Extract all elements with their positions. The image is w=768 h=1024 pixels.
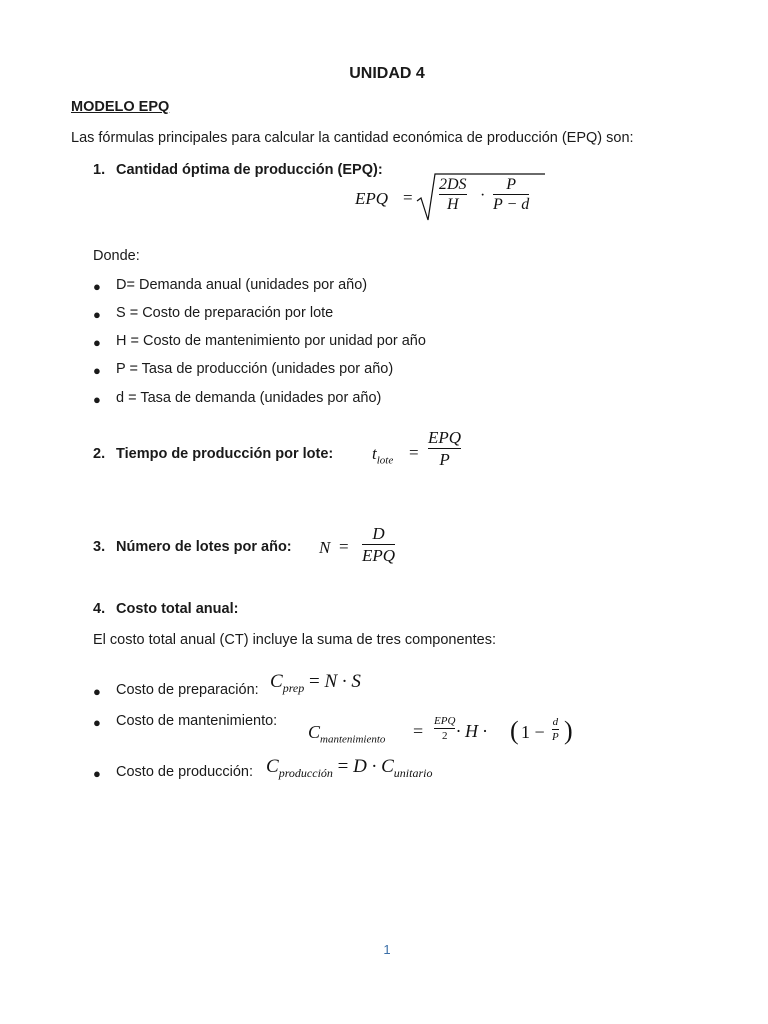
total-cost-intro: El costo total anual (CT) incluye la suma de tres componentes: [93,632,496,648]
section-heading: MODELO EPQ [71,99,170,115]
n-lhs: N [319,538,331,557]
t-lote-fraction [428,428,461,469]
epq-fraction-1 [439,176,467,215]
page-number: 1 [383,942,391,957]
donde-label: Donde: [93,248,140,264]
epq-den-1: H [439,194,467,214]
variable-item: d = Tasa de demanda (unidades por año) [116,390,382,406]
dot-operator: · [480,187,486,204]
c-mant-fraction-2: $\frac{d}{P}$ [552,716,559,743]
t-lote-lhs: $t_{lote}$ [372,444,394,467]
bullet-icon: ● [93,363,101,378]
epq-den-2: P − d [493,196,530,214]
epq-num-1: 2DS [439,176,467,193]
n-den: EPQ [362,545,396,565]
item-4-label: Costo total anual: [116,601,239,617]
bullet-icon: ● [93,307,101,322]
item-1-label: Cantidad óptima de producción (EPQ): [116,162,383,178]
epq-lhs: EPQ [355,189,389,208]
page-title: UNIDAD 4 [349,65,425,82]
component-prep-label: Costo de preparación: [116,682,259,698]
equals-sign: = [403,188,413,207]
c-prep-formula: $C_{prep} = N \cdot S$ [270,671,361,695]
n-num: D [372,524,385,543]
bullet-icon: ● [93,392,101,407]
variable-item: P = Tasa de producción (unidades por año) [116,361,394,377]
item-3-label: Número de lotes por año: [116,539,292,555]
bullet-icon: ● [93,335,101,350]
item-2-number: 2. [93,446,106,462]
item-3-number: 3. [93,539,106,555]
bullet-icon: ● [93,684,101,699]
bullet-icon: ● [93,279,101,294]
variable-item: S = Costo de preparación por lote [116,305,334,321]
component-mant-label: Costo de mantenimiento: [116,713,278,729]
item-1-number: 1. [93,162,106,178]
bullet-icon: ● [93,715,101,730]
n-fraction [362,524,395,565]
component-prod-label: Costo de producción: [116,764,254,780]
bullet-icon: ● [93,766,101,781]
variable-item: D= Demanda anual (unidades por año) [116,277,368,293]
c-prod-formula: $C_{producción} = D \cdot C_{unitario}$ [266,756,433,780]
item-2-label: Tiempo de producción por lote: [116,446,334,462]
equals-sign: = [409,443,419,462]
t-lote-num: EPQ [428,428,462,447]
t-lote-den: P [428,448,461,470]
equals-sign: = [339,537,349,556]
item-4-number: 4. [93,601,106,617]
epq-num-2: P [506,176,517,193]
c-mant-fraction-1: EPQ 2 [434,715,456,742]
variable-item: H = Costo de mantenimiento por unidad por año [116,333,426,349]
epq-fraction-2 [493,176,529,215]
intro-text: Las fórmulas principales para calcular la cantidad económica de producción (EPQ) son: [71,130,634,146]
